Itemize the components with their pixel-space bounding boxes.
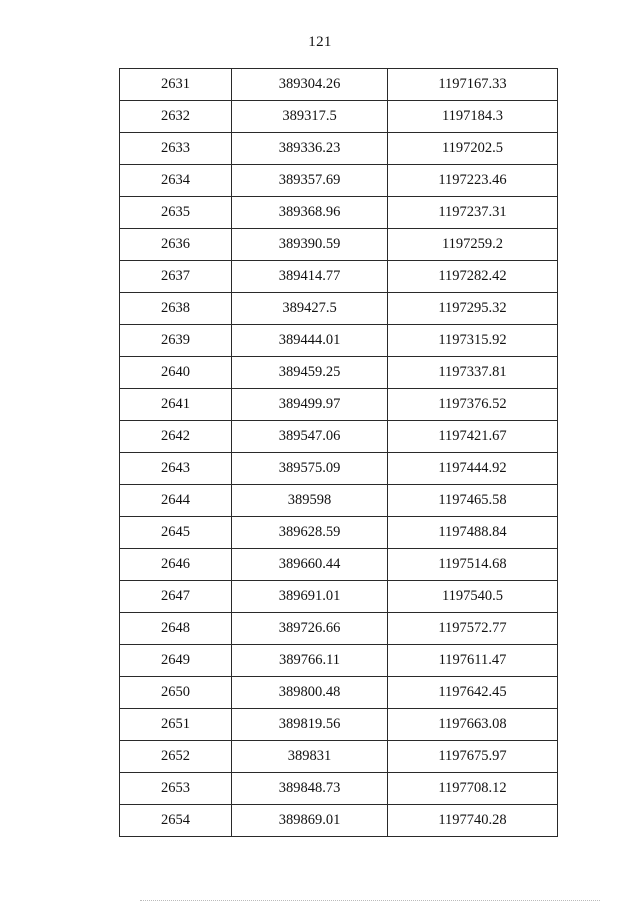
table-row [120,69,558,101]
point-number-cell: 2648 [120,613,232,645]
y-coordinate-cell: 1197223.46 [388,165,558,197]
x-coordinate-cell: 389575.09 [232,453,388,485]
table-row [120,293,558,325]
y-coordinate-cell: 1197237.31 [388,197,558,229]
y-coordinate-cell: 1197540.5 [388,581,558,613]
x-coordinate-cell: 389357.69 [232,165,388,197]
point-number-cell: 2639 [120,325,232,357]
y-coordinate-cell: 1197663.08 [388,709,558,741]
point-number-cell: 2634 [120,165,232,197]
y-coordinate-cell: 1197202.5 [388,133,558,165]
y-coordinate-cell: 1197611.47 [388,645,558,677]
x-coordinate-cell: 389368.96 [232,197,388,229]
point-number-cell: 2651 [120,709,232,741]
x-coordinate-cell: 389726.66 [232,613,388,645]
x-coordinate-cell: 389869.01 [232,805,388,837]
table-row [120,325,558,357]
x-coordinate-cell: 389444.01 [232,325,388,357]
table-row [120,101,558,133]
table-row [120,229,558,261]
table-row [120,165,558,197]
point-number-cell: 2635 [120,197,232,229]
y-coordinate-cell: 1197465.58 [388,485,558,517]
y-coordinate-cell: 1197675.97 [388,741,558,773]
point-number-cell: 2643 [120,453,232,485]
y-coordinate-cell: 1197740.28 [388,805,558,837]
x-coordinate-cell: 389598 [232,485,388,517]
x-coordinate-cell: 389427.5 [232,293,388,325]
y-coordinate-cell: 1197376.52 [388,389,558,421]
point-number-cell: 2632 [120,101,232,133]
x-coordinate-cell: 389660.44 [232,549,388,581]
x-coordinate-cell: 389304.26 [232,69,388,101]
table-body [120,69,558,837]
table-row [120,613,558,645]
table-row [120,389,558,421]
x-coordinate-cell: 389336.23 [232,133,388,165]
table-row [120,677,558,709]
x-coordinate-cell: 389459.25 [232,357,388,389]
table-row [120,197,558,229]
point-number-cell: 2642 [120,421,232,453]
table-row [120,453,558,485]
y-coordinate-cell: 1197259.2 [388,229,558,261]
point-number-cell: 2641 [120,389,232,421]
point-number-cell: 2640 [120,357,232,389]
point-number-cell: 2644 [120,485,232,517]
x-coordinate-cell: 389819.56 [232,709,388,741]
y-coordinate-cell: 1197295.32 [388,293,558,325]
y-coordinate-cell: 1197642.45 [388,677,558,709]
x-coordinate-cell: 389547.06 [232,421,388,453]
table-row [120,805,558,837]
y-coordinate-cell: 1197167.33 [388,69,558,101]
point-number-cell: 2649 [120,645,232,677]
table-row [120,581,558,613]
x-coordinate-cell: 389414.77 [232,261,388,293]
y-coordinate-cell: 1197708.12 [388,773,558,805]
table-row [120,261,558,293]
table-row [120,517,558,549]
y-coordinate-cell: 1197184.3 [388,101,558,133]
point-number-cell: 2636 [120,229,232,261]
table-row [120,773,558,805]
table-row [120,133,558,165]
page-edge-dots [140,900,600,901]
point-number-cell: 2653 [120,773,232,805]
point-number-cell: 2646 [120,549,232,581]
x-coordinate-cell: 389628.59 [232,517,388,549]
x-coordinate-cell: 389800.48 [232,677,388,709]
point-number-cell: 2631 [120,69,232,101]
x-coordinate-cell: 389390.59 [232,229,388,261]
y-coordinate-cell: 1197514.68 [388,549,558,581]
y-coordinate-cell: 1197337.81 [388,357,558,389]
x-coordinate-cell: 389848.73 [232,773,388,805]
point-number-cell: 2652 [120,741,232,773]
table-row [120,485,558,517]
y-coordinate-cell: 1197572.77 [388,613,558,645]
y-coordinate-cell: 1197488.84 [388,517,558,549]
coordinate-table [119,68,558,837]
point-number-cell: 2633 [120,133,232,165]
point-number-cell: 2647 [120,581,232,613]
point-number-cell: 2650 [120,677,232,709]
point-number-cell: 2645 [120,517,232,549]
y-coordinate-cell: 1197282.42 [388,261,558,293]
table-row [120,741,558,773]
point-number-cell: 2638 [120,293,232,325]
x-coordinate-cell: 389317.5 [232,101,388,133]
table-row [120,357,558,389]
y-coordinate-cell: 1197444.92 [388,453,558,485]
x-coordinate-cell: 389831 [232,741,388,773]
x-coordinate-cell: 389691.01 [232,581,388,613]
y-coordinate-cell: 1197315.92 [388,325,558,357]
table-row [120,709,558,741]
table-row [120,645,558,677]
y-coordinate-cell: 1197421.67 [388,421,558,453]
table-row [120,549,558,581]
page-number: 121 [308,34,332,50]
table-row [120,421,558,453]
x-coordinate-cell: 389499.97 [232,389,388,421]
point-number-cell: 2637 [120,261,232,293]
point-number-cell: 2654 [120,805,232,837]
x-coordinate-cell: 389766.11 [232,645,388,677]
